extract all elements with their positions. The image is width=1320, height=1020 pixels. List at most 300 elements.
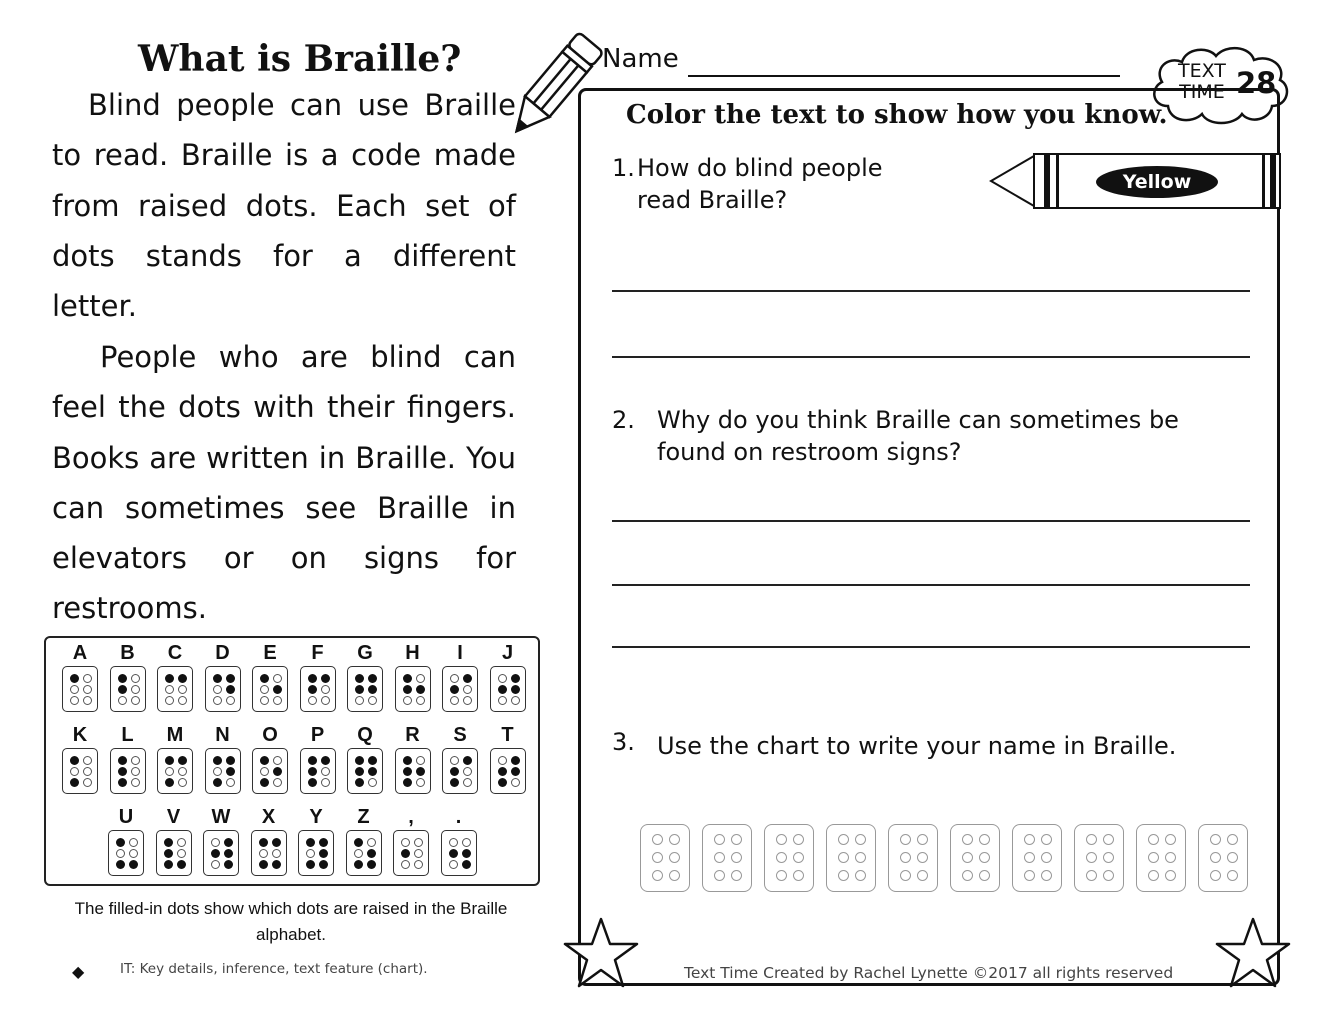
braille-cell <box>201 806 241 876</box>
raised-dot <box>178 674 187 683</box>
braille-dot-box <box>346 830 382 876</box>
flat-dot <box>414 860 423 869</box>
raised-dot <box>355 685 364 694</box>
flat-dot <box>498 696 507 705</box>
braille-letter: I <box>457 642 463 664</box>
raised-dot <box>403 778 412 787</box>
badge-label-line1: TEXT <box>1178 60 1226 82</box>
braille-dot-box <box>490 666 526 712</box>
flat-dot <box>321 685 330 694</box>
braille-letter: C <box>167 642 183 664</box>
raised-dot <box>259 860 268 869</box>
braille-letter: , <box>408 806 414 828</box>
raised-dot <box>273 767 282 776</box>
question-1-text: How do blind people read Braille? <box>637 154 883 214</box>
raised-dot <box>260 756 269 765</box>
flat-dot <box>213 685 222 694</box>
raised-dot <box>118 767 127 776</box>
empty-dot[interactable] <box>793 852 804 863</box>
flat-dot <box>178 778 187 787</box>
name-braille-cell[interactable] <box>950 824 1000 892</box>
empty-dot[interactable] <box>1024 852 1035 863</box>
empty-dot[interactable] <box>1227 834 1238 845</box>
raised-dot <box>118 674 127 683</box>
braille-cell <box>393 724 433 794</box>
braille-dot-box <box>442 748 478 794</box>
raised-dot <box>226 767 235 776</box>
empty-dot[interactable] <box>1148 834 1159 845</box>
raised-dot <box>462 860 471 869</box>
raised-dot <box>272 838 281 847</box>
empty-dot[interactable] <box>1165 870 1176 881</box>
raised-dot <box>511 767 520 776</box>
braille-cell <box>249 806 289 876</box>
empty-dot[interactable] <box>979 834 990 845</box>
raised-dot <box>319 849 328 858</box>
braille-letter: A <box>72 642 88 664</box>
flat-dot <box>226 778 235 787</box>
empty-dot[interactable] <box>714 870 725 881</box>
crayon-color-label: Yellow <box>1096 166 1218 198</box>
bullet-diamond-icon: ◆ <box>72 962 85 981</box>
empty-dot[interactable] <box>731 834 742 845</box>
braille-cell <box>298 642 338 712</box>
name-braille-cell[interactable] <box>1012 824 1062 892</box>
braille-dot-box <box>62 666 98 712</box>
braille-letter: G <box>357 642 373 664</box>
empty-dot[interactable] <box>1024 834 1035 845</box>
chart-caption: The filled-in dots show which dots are raised in the Braille alphabet. <box>74 899 508 944</box>
empty-dot[interactable] <box>731 870 742 881</box>
answer-line[interactable] <box>612 646 1250 648</box>
raised-dot <box>367 860 376 869</box>
raised-dot <box>403 756 412 765</box>
flat-dot <box>129 838 138 847</box>
braille-dot-box <box>347 748 383 794</box>
braille-letter: N <box>215 724 230 746</box>
raised-dot <box>118 685 127 694</box>
braille-letter: Z <box>357 806 370 828</box>
braille-letter: E <box>263 642 277 664</box>
answer-line[interactable] <box>612 520 1250 522</box>
raised-dot <box>260 674 269 683</box>
braille-dot-box <box>251 830 287 876</box>
flat-dot <box>511 778 520 787</box>
braille-cell <box>108 724 148 794</box>
flat-dot <box>273 778 282 787</box>
name-braille-cell[interactable] <box>826 824 876 892</box>
paragraph-1: Blind people can use Braille to read. Braille is a code made from raised dots. Each set of dots stands for a different letter. <box>52 88 516 324</box>
raised-dot <box>308 685 317 694</box>
empty-dot[interactable] <box>652 870 663 881</box>
raised-dot <box>511 756 520 765</box>
flat-dot <box>416 756 425 765</box>
braille-dot-box <box>347 666 383 712</box>
empty-dot[interactable] <box>1103 852 1114 863</box>
empty-dot[interactable] <box>1103 870 1114 881</box>
name-braille-cell[interactable] <box>764 824 814 892</box>
raised-dot <box>355 674 364 683</box>
raised-dot <box>321 756 330 765</box>
flat-dot <box>178 685 187 694</box>
braille-dot-box <box>62 748 98 794</box>
flat-dot <box>260 685 269 694</box>
raised-dot <box>165 756 174 765</box>
empty-dot[interactable] <box>1148 870 1159 881</box>
braille-dot-box <box>393 830 429 876</box>
question-1-number: 1. <box>612 154 635 182</box>
empty-dot[interactable] <box>917 852 928 863</box>
empty-dot[interactable] <box>979 852 990 863</box>
raised-dot <box>224 838 233 847</box>
flat-dot <box>226 696 235 705</box>
flat-dot <box>83 696 92 705</box>
braille-dot-box <box>252 666 288 712</box>
raised-dot <box>498 685 507 694</box>
badge-number: 28 <box>1236 66 1277 100</box>
empty-dot[interactable] <box>1165 852 1176 863</box>
empty-dot[interactable] <box>838 834 849 845</box>
empty-dot[interactable] <box>1165 834 1176 845</box>
raised-dot <box>70 778 79 787</box>
empty-dot[interactable] <box>1210 852 1221 863</box>
braille-letter: O <box>262 724 278 746</box>
raised-dot <box>213 778 222 787</box>
flat-dot <box>403 696 412 705</box>
flat-dot <box>367 838 376 847</box>
empty-dot[interactable] <box>776 834 787 845</box>
raised-dot <box>368 685 377 694</box>
braille-letter: V <box>166 806 181 828</box>
standard-note: IT: Key details, inference, text feature (chart). <box>120 961 428 977</box>
flat-dot <box>414 838 423 847</box>
raised-dot <box>355 778 364 787</box>
raised-dot <box>165 778 174 787</box>
raised-dot <box>319 860 328 869</box>
flat-dot <box>368 778 377 787</box>
flat-dot <box>70 696 79 705</box>
raised-dot <box>498 767 507 776</box>
empty-dot[interactable] <box>917 834 928 845</box>
empty-dot[interactable] <box>917 870 928 881</box>
flat-dot <box>463 685 472 694</box>
paragraph-2: People who are blind can feel the dots with their fingers. Books are written in Braille. You can sometimes see Braille in elevators or on signs for restrooms. <box>52 340 516 626</box>
raised-dot <box>272 860 281 869</box>
page-title: What is Braille? <box>138 38 462 80</box>
empty-dot[interactable] <box>731 852 742 863</box>
braille-dot-box <box>441 830 477 876</box>
empty-dot[interactable] <box>1210 870 1221 881</box>
flat-dot <box>498 674 507 683</box>
flat-dot <box>131 756 140 765</box>
braille-cell <box>60 642 100 712</box>
flat-dot <box>83 674 92 683</box>
raised-dot <box>226 756 235 765</box>
raised-dot <box>367 849 376 858</box>
raised-dot <box>355 756 364 765</box>
braille-cell <box>488 724 528 794</box>
braille-letter: T <box>501 724 514 746</box>
empty-dot[interactable] <box>1024 870 1035 881</box>
answer-line[interactable] <box>612 356 1250 358</box>
empty-dot[interactable] <box>652 834 663 845</box>
empty-dot[interactable] <box>793 834 804 845</box>
raised-dot <box>354 860 363 869</box>
braille-letter: Y <box>309 806 323 828</box>
empty-dot[interactable] <box>1041 852 1052 863</box>
raised-dot <box>319 838 328 847</box>
flat-dot <box>213 696 222 705</box>
flat-dot <box>70 685 79 694</box>
braille-cell <box>250 642 290 712</box>
flat-dot <box>321 778 330 787</box>
raised-dot <box>273 685 282 694</box>
star-icon <box>562 916 640 990</box>
braille-letter: M <box>166 724 184 746</box>
empty-dot[interactable] <box>1103 834 1114 845</box>
braille-cell <box>155 724 195 794</box>
braille-dot-box <box>156 830 192 876</box>
raised-dot <box>213 756 222 765</box>
braille-dot-box <box>300 748 336 794</box>
braille-cell <box>203 724 243 794</box>
flat-dot <box>131 696 140 705</box>
empty-dot[interactable] <box>776 870 787 881</box>
raised-dot <box>211 849 220 858</box>
flat-dot <box>308 696 317 705</box>
braille-dot-box <box>108 830 144 876</box>
braille-dot-box <box>252 748 288 794</box>
braille-alphabet-chart <box>44 636 540 886</box>
flat-dot <box>450 756 459 765</box>
braille-dot-box <box>203 830 239 876</box>
raised-dot <box>224 849 233 858</box>
empty-dot[interactable] <box>838 852 849 863</box>
empty-dot[interactable] <box>1041 870 1052 881</box>
raised-dot <box>403 685 412 694</box>
flat-dot <box>83 756 92 765</box>
empty-dot[interactable] <box>962 870 973 881</box>
braille-letter: B <box>120 642 135 664</box>
empty-dot[interactable] <box>1227 852 1238 863</box>
flat-dot <box>321 696 330 705</box>
raised-dot <box>450 685 459 694</box>
braille-dot-box <box>298 830 334 876</box>
flat-dot <box>178 767 187 776</box>
empty-dot[interactable] <box>1086 834 1097 845</box>
empty-dot[interactable] <box>900 870 911 881</box>
empty-dot[interactable] <box>652 852 663 863</box>
braille-letter: U <box>118 806 134 828</box>
raised-dot <box>354 838 363 847</box>
raised-dot <box>449 849 458 858</box>
empty-dot[interactable] <box>962 834 973 845</box>
raised-dot <box>178 756 187 765</box>
flat-dot <box>463 767 472 776</box>
name-braille-cell[interactable] <box>1136 824 1186 892</box>
raised-dot <box>129 860 138 869</box>
braille-dot-box <box>395 748 431 794</box>
braille-cell <box>391 806 431 876</box>
empty-dot[interactable] <box>793 870 804 881</box>
raised-dot <box>70 756 79 765</box>
braille-cell <box>296 806 336 876</box>
raised-dot <box>164 849 173 858</box>
empty-dot[interactable] <box>1086 870 1097 881</box>
braille-cell <box>60 724 100 794</box>
flat-dot <box>211 838 220 847</box>
flat-dot <box>450 696 459 705</box>
braille-dot-box <box>205 748 241 794</box>
flat-dot <box>368 696 377 705</box>
raised-dot <box>403 767 412 776</box>
flat-dot <box>463 696 472 705</box>
star-icon <box>1214 916 1292 990</box>
braille-dot-box <box>300 666 336 712</box>
flat-dot <box>450 674 459 683</box>
braille-cell <box>203 642 243 712</box>
name-braille-cell[interactable] <box>702 824 752 892</box>
flat-dot <box>401 860 410 869</box>
raised-dot <box>116 838 125 847</box>
raised-dot <box>306 838 315 847</box>
raised-dot <box>165 674 174 683</box>
flat-dot <box>211 860 220 869</box>
empty-dot[interactable] <box>962 852 973 863</box>
empty-dot[interactable] <box>669 852 680 863</box>
flat-dot <box>177 838 186 847</box>
raised-dot <box>70 674 79 683</box>
braille-letter: S <box>453 724 467 746</box>
empty-dot[interactable] <box>1086 852 1097 863</box>
raised-dot <box>308 767 317 776</box>
name-braille-cell[interactable] <box>640 824 690 892</box>
braille-cell <box>344 806 384 876</box>
braille-letter: F <box>311 642 324 664</box>
name-braille-cell[interactable] <box>1074 824 1124 892</box>
flat-dot <box>259 849 268 858</box>
flat-dot <box>416 778 425 787</box>
flat-dot <box>354 849 363 858</box>
braille-cell <box>440 642 480 712</box>
empty-dot[interactable] <box>669 870 680 881</box>
flat-dot <box>83 767 92 776</box>
raised-dot <box>463 674 472 683</box>
flat-dot <box>449 838 458 847</box>
raised-dot <box>226 685 235 694</box>
braille-letter: . <box>455 806 462 828</box>
raised-dot <box>213 674 222 683</box>
empty-dot[interactable] <box>900 834 911 845</box>
answer-line[interactable] <box>612 584 1250 586</box>
flat-dot <box>449 860 458 869</box>
empty-dot[interactable] <box>776 852 787 863</box>
raised-dot <box>177 860 186 869</box>
raised-dot <box>511 674 520 683</box>
question-3-text: Use the chart to write your name in Braille. <box>657 732 1177 760</box>
flat-dot <box>511 696 520 705</box>
braille-cell <box>154 806 194 876</box>
flat-dot <box>177 849 186 858</box>
braille-letter: P <box>310 724 325 746</box>
flat-dot <box>131 685 140 694</box>
braille-letter: H <box>405 642 420 664</box>
raised-dot <box>401 849 410 858</box>
empty-dot[interactable] <box>900 852 911 863</box>
raised-dot <box>368 674 377 683</box>
name-field[interactable] <box>688 75 1120 77</box>
braille-cell <box>393 642 433 712</box>
flat-dot <box>273 696 282 705</box>
braille-dot-box <box>110 748 146 794</box>
braille-dot-box <box>442 666 478 712</box>
braille-letter: K <box>72 724 88 746</box>
name-label: Name <box>602 44 679 74</box>
flat-dot <box>83 685 92 694</box>
braille-letter: L <box>121 724 134 746</box>
flat-dot <box>165 685 174 694</box>
empty-dot[interactable] <box>838 870 849 881</box>
empty-dot[interactable] <box>855 870 866 881</box>
question-2-number: 2. <box>612 406 635 434</box>
empty-dot[interactable] <box>1148 852 1159 863</box>
flat-dot <box>273 674 282 683</box>
raised-dot <box>259 838 268 847</box>
name-braille-cell[interactable] <box>888 824 938 892</box>
flat-dot <box>463 778 472 787</box>
raised-dot <box>450 778 459 787</box>
empty-dot[interactable] <box>1210 834 1221 845</box>
empty-dot[interactable] <box>979 870 990 881</box>
braille-cell <box>108 642 148 712</box>
question-2-text: Why do you think Braille can sometimes be found on restroom signs? <box>657 406 1179 466</box>
flat-dot <box>462 838 471 847</box>
raised-dot <box>416 767 425 776</box>
raised-dot <box>511 685 520 694</box>
empty-dot[interactable] <box>855 852 866 863</box>
braille-cell <box>298 724 338 794</box>
empty-dot[interactable] <box>714 852 725 863</box>
footer-credit: Text Time Created by Rachel Lynette ©2017 all rights reserved <box>684 964 1174 982</box>
braille-cell <box>440 724 480 794</box>
flat-dot <box>414 849 423 858</box>
empty-dot[interactable] <box>714 834 725 845</box>
raised-dot <box>368 767 377 776</box>
braille-cell <box>250 724 290 794</box>
raised-dot <box>164 838 173 847</box>
flat-dot <box>83 778 92 787</box>
empty-dot[interactable] <box>669 834 680 845</box>
braille-letter: W <box>211 806 231 828</box>
empty-dot[interactable] <box>1227 870 1238 881</box>
flat-dot <box>272 849 281 858</box>
empty-dot[interactable] <box>1041 834 1052 845</box>
flat-dot <box>260 696 269 705</box>
empty-dot[interactable] <box>855 834 866 845</box>
raised-dot <box>308 756 317 765</box>
answer-line[interactable] <box>612 290 1250 292</box>
raised-dot <box>260 778 269 787</box>
braille-letter: D <box>215 642 230 664</box>
flat-dot <box>118 696 127 705</box>
raised-dot <box>416 685 425 694</box>
braille-cell <box>155 642 195 712</box>
name-braille-cell[interactable] <box>1198 824 1248 892</box>
raised-dot <box>118 778 127 787</box>
raised-dot <box>116 860 125 869</box>
flat-dot <box>165 696 174 705</box>
flat-dot <box>416 696 425 705</box>
